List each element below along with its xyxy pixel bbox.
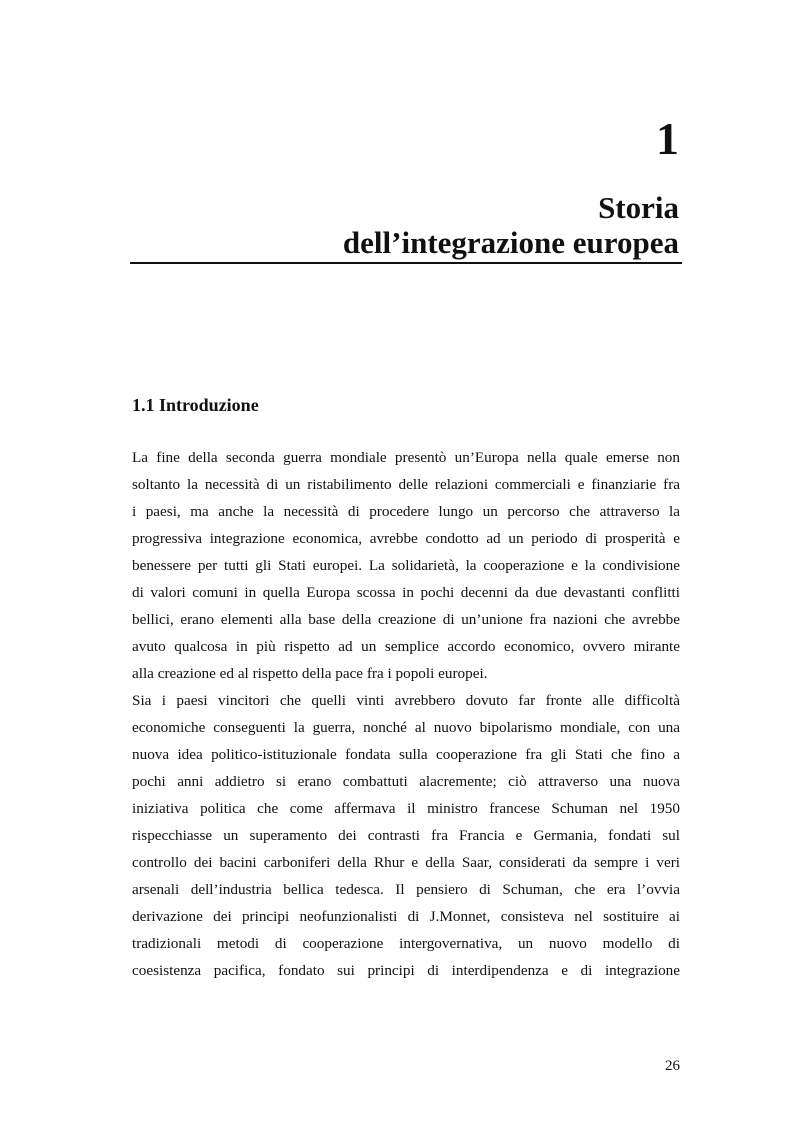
text-line: i paesi, ma anche la necessità di procedere lungo un percorso che attraverso la bbox=[132, 503, 680, 520]
paragraph bbox=[132, 444, 680, 687]
text-line: nuova idea politico-istituzionale fondata sulla cooperazione fra gli Stati che fino a bbox=[132, 746, 680, 763]
paragraph bbox=[132, 687, 680, 984]
text-line: rispecchiasse un superamento dei contrasti fra Francia e Germania, fondati sul bbox=[132, 827, 680, 844]
chapter-title-line: Storia bbox=[598, 190, 679, 225]
chapter-title bbox=[343, 190, 679, 260]
title-divider bbox=[130, 262, 682, 264]
chapter-title-line: dell’integrazione europea bbox=[342, 225, 679, 260]
text-line: pochi anni addietro si erano combattuti alacremente; ciò attraverso una nuova bbox=[132, 773, 680, 790]
text-line: coesistenza pacifica, fondato sui principi di interdipendenza e di integrazione bbox=[132, 962, 680, 979]
chapter-number: 1 bbox=[656, 113, 679, 164]
text-line: arsenali dell’industria bellica tedesca. Il pensiero di Schuman, che era l’ovvia bbox=[132, 881, 680, 898]
text-line: tradizionali metodi di cooperazione intergovernativa, un nuovo modello di bbox=[132, 935, 680, 952]
section-heading: 1.1 Introduzione bbox=[132, 395, 259, 415]
text-line: La fine della seconda guerra mondiale presentò un’Europa nella quale emerse non bbox=[132, 449, 680, 466]
body-text bbox=[132, 444, 680, 984]
text-line: iniziativa politica che come affermava il ministro francese Schuman nel 1950 bbox=[132, 800, 680, 817]
text-line: Sia i paesi vincitori che quelli vinti avrebbero dovuto far fronte alle difficoltà bbox=[132, 692, 680, 709]
text-line: progressiva integrazione economica, avrebbe condotto ad un periodo di prosperità e bbox=[132, 530, 680, 547]
text-line: benessere per tutti gli Stati europei. La solidarietà, la cooperazione e la condivisione bbox=[132, 557, 680, 574]
text-line: bellici, erano elementi alla base della creazione di un’unione fra nazioni che avrebbe bbox=[132, 611, 680, 628]
text-line: alla creazione ed al rispetto della pace fra i popoli europei. bbox=[132, 665, 488, 682]
text-line: avuto qualcosa in più rispetto ad un semplice accordo economico, ovvero mirante bbox=[132, 638, 680, 655]
text-line: soltanto la necessità di un ristabilimento delle relazioni commerciali e finanziarie fra bbox=[132, 476, 680, 493]
text-line: di valori comuni in quella Europa scossa in pochi decenni da due devastanti conflitti bbox=[132, 584, 680, 601]
text-line: controllo dei bacini carboniferi della Rhur e della Saar, considerati da sempre i veri bbox=[132, 854, 680, 871]
text-line: economiche conseguenti la guerra, nonché al nuovo bipolarismo mondiale, con una bbox=[132, 719, 680, 736]
page-number: 26 bbox=[665, 1058, 680, 1074]
text-line: derivazione dei principi neofunzionalisti di J.Monnet, consisteva nel sostituire ai bbox=[132, 908, 680, 925]
